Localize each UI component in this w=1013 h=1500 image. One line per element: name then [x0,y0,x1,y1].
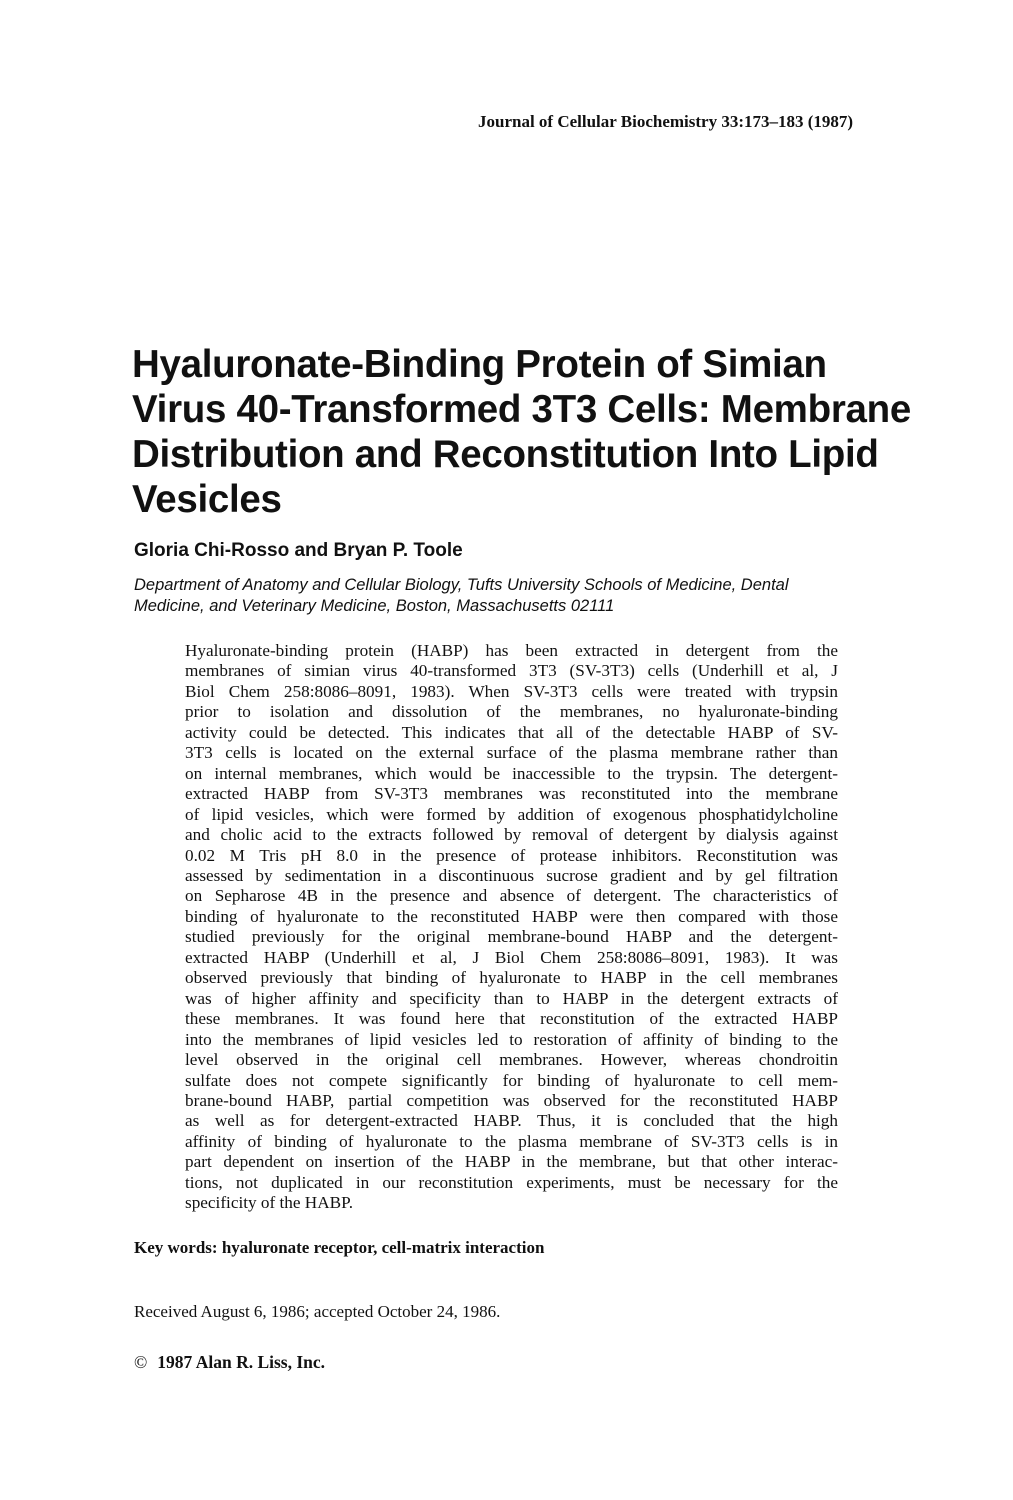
abstract-line: prior to isolation and dissolution of the membranes, no hyaluronate-binding [185,702,838,722]
abstract-line: and cholic acid to the extracts followed by removal of detergent by dialysis against [185,825,838,845]
abstract-line: activity could be detected. This indicates that all of the detectable HABP of SV- [185,722,838,742]
abstract-line: into the membranes of lipid vesicles led to restoration of affinity of binding to the [185,1029,838,1049]
abstract-line: of lipid vesicles, which were formed by addition of exogenous phosphatidylcholine [185,804,838,824]
copyright-symbol: © [134,1352,148,1372]
abstract-line: Hyaluronate-binding protein (HABP) has been extracted in detergent from the [185,641,838,660]
abstract-line: affinity of binding of hyaluronate to the plasma membrane of SV-3T3 cells is in [185,1131,838,1151]
abstract-line: binding of hyaluronate to the reconstituted HABP were then compared with those [185,906,838,926]
title-line: Hyaluronate-Binding Protein of Simian [132,343,827,386]
received-date: Received August 6, 1986; accepted October 24, 1986. [134,1302,501,1321]
abstract-line: brane-bound HABP, partial competition was observed for the reconstituted HABP [185,1090,838,1110]
authors: Gloria Chi-Rosso and Bryan P. Toole [134,540,463,561]
abstract-line: observed previously that binding of hyaluronate to HABP in the cell membranes [185,968,838,988]
abstract-line: membranes of simian virus 40-transformed 3T3 (SV-3T3) cells (Underhill et al, J [185,661,838,681]
abstract-line: extracted HABP from SV-3T3 membranes was reconstituted into the membrane [185,784,838,804]
title-line: Virus 40-Transformed 3T3 Cells: Membrane [132,388,911,431]
affiliation-line: Department of Anatomy and Cellular Biology, Tufts University Schools of Medicine, Dental [134,576,789,594]
title-line: Distribution and Reconstitution Into Lipid [132,433,879,476]
copyright-text: 1987 Alan R. Liss, Inc. [157,1352,326,1372]
affiliation [134,575,894,617]
title-line: Vesicles [132,478,282,521]
abstract-line: as well as for detergent-extracted HABP. Thus, it is concluded that the high [185,1111,838,1131]
copyright [134,1352,834,1373]
abstract-line: studied previously for the original membrane-bound HABP and the detergent- [185,927,838,947]
abstract-line: level observed in the original cell membranes. However, whereas chondroitin [185,1050,838,1070]
journal-citation: Journal of Cellular Biochemistry 33:173–183 (1987) [478,112,854,131]
abstract-line: Biol Chem 258:8086–8091, 1983). When SV-3T3 cells were treated with trypsin [185,681,838,701]
abstract-line: on Sepharose 4B in the presence and absence of detergent. The characteristics of [185,886,838,906]
abstract-line: part dependent on insertion of the HABP in the membrane, but that other interac- [185,1152,838,1172]
abstract-line: sulfate does not compete significantly for binding of hyaluronate to cell mem- [185,1070,838,1090]
abstract-line: tions, not duplicated in our reconstitution experiments, must be necessary for the [185,1172,838,1192]
abstract-line: 0.02 M Tris pH 8.0 in the presence of protease inhibitors. Reconstitution was [185,845,838,865]
abstract [185,641,838,1214]
abstract-line: assessed by sedimentation in a discontinuous sucrose gradient and by gel filtration [185,865,838,885]
abstract-line: extracted HABP (Underhill et al, J Biol Chem 258:8086–8091, 1983). It was [185,947,838,967]
abstract-line: 3T3 cells is located on the external surface of the plasma membrane rather than [185,743,838,763]
abstract-line: on internal membranes, which would be inaccessible to the trypsin. The detergent- [185,763,838,783]
abstract-line: specificity of the HABP. [185,1193,354,1213]
article-title [132,342,932,522]
abstract-line: was of higher affinity and specificity than to HABP in the detergent extracts of [185,988,838,1008]
abstract-line: these membranes. It was found here that reconstitution of the extracted HABP [185,1009,838,1029]
affiliation-line: Medicine, and Veterinary Medicine, Boston, Massachusetts 02111 [134,597,615,615]
keywords: Key words: hyaluronate receptor, cell-matrix interaction [134,1238,545,1257]
